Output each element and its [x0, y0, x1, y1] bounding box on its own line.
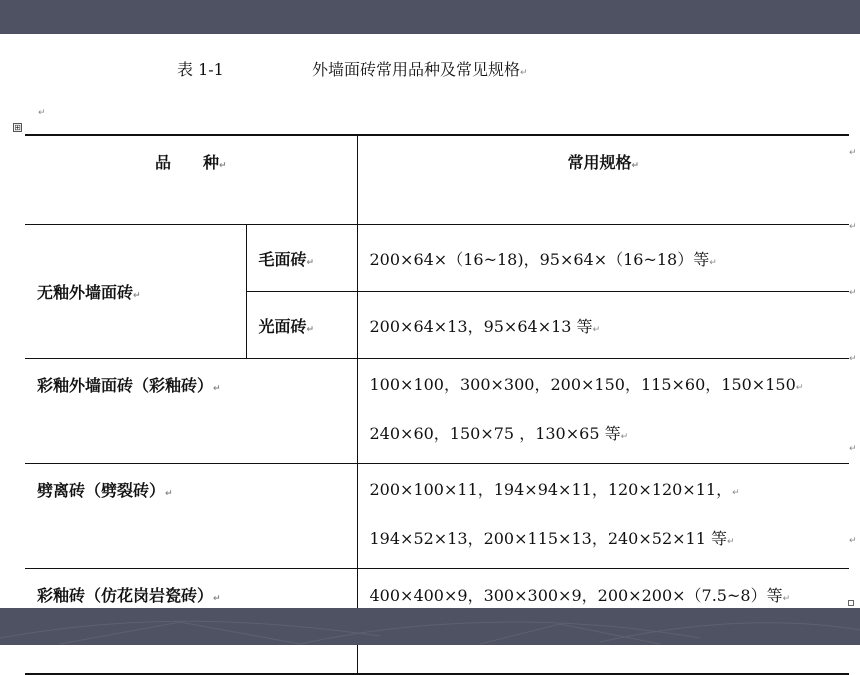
slide-top-bar [0, 0, 860, 34]
row-end-mark: ↵ [849, 354, 857, 364]
header-variety: 品 种↵ [25, 135, 357, 225]
header-specs: 常用规格↵ [357, 135, 849, 225]
specification-table [25, 134, 849, 675]
bottom-bar-decoration [0, 608, 860, 645]
table-row [25, 225, 849, 292]
table-caption [0, 57, 860, 79]
category-cell: 彩釉外墙面砖（彩釉砖）↵ [25, 359, 357, 464]
row-end-mark: ↵ [849, 536, 857, 546]
table-number: 表 1-1 [177, 60, 224, 79]
specs-line: 194×52×13，200×115×13，240×52×11 等↵ [369, 529, 735, 548]
category-cell: 无釉外墙面砖↵ [25, 225, 246, 359]
specs-cell: 400×400×9，300×300×9，200×200×（7.5~8）等↵ [357, 569, 849, 675]
row-end-mark: ↵ [849, 288, 857, 298]
table-header-row [25, 135, 849, 225]
specs-cell: 200×64×（16~18)，95×64×（16~18）等↵ [357, 225, 849, 292]
table-title: 外墙面砖常用品种及常见规格↵ [312, 60, 528, 79]
specs-cell [357, 464, 849, 569]
row-end-mark: ↵ [849, 444, 857, 454]
subtype-cell: 光面砖↵ [246, 292, 357, 359]
subtype-cell: 毛面砖↵ [246, 225, 357, 292]
specs-cell: 200×64×13，95×64×13 等↵ [357, 292, 849, 359]
specs-line: 100×100，300×300，200×150，115×60，150×150↵ [369, 375, 804, 394]
category-cell: 彩釉砖（仿花岗岩瓷砖）↵ [25, 569, 357, 675]
slide-bottom-bar [0, 608, 860, 645]
specs-cell [357, 359, 849, 464]
specs-line: 240×60，150×75 ，130×65 等↵ [369, 424, 629, 443]
table-resize-handle[interactable] [848, 600, 854, 606]
table-row [25, 464, 849, 569]
row-end-mark: ↵ [849, 148, 857, 158]
paragraph-mark: ↵ [38, 108, 46, 118]
table-row [25, 359, 849, 464]
specs-line: 200×100×11，194×94×11，120×120×11，↵ [369, 480, 740, 499]
row-end-mark: ↵ [849, 222, 857, 232]
paragraph-mark: ↵ [520, 68, 528, 78]
table-move-handle-icon[interactable]: ⊞ [14, 123, 21, 132]
category-cell: 劈离砖（劈裂砖）↵ [25, 464, 357, 569]
